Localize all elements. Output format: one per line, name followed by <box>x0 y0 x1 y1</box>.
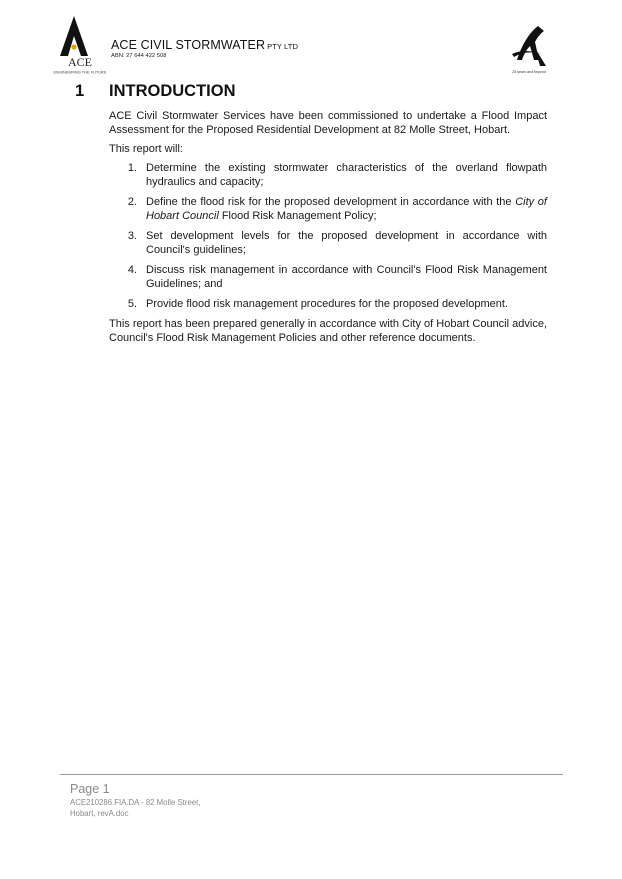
closing-paragraph: This report has been prepared generally in accordance with City of Hobart Council advice, Council's Flood Risk Management Policies and other reference documents. <box>109 318 547 344</box>
footer-divider <box>60 774 563 775</box>
list-item-number: 5. <box>127 298 137 310</box>
list-item-number: 2. <box>127 196 137 208</box>
section-heading <box>75 82 236 101</box>
body-content <box>109 109 547 350</box>
section-title: INTRODUCTION <box>109 82 236 100</box>
list-item-text: Provide flood risk management procedures for the proposed development. <box>146 298 508 310</box>
objectives-list <box>109 161 547 311</box>
right-logo-caption: 25 years and beyond <box>512 70 546 74</box>
company-name: ACE CIVIL STORMWATER PTY LTD <box>111 38 298 52</box>
right-logo <box>508 24 550 76</box>
list-item-text: Discuss risk management in accordance with Council's Flood Risk Management Guidelines; and <box>146 264 547 290</box>
company-block <box>111 38 298 59</box>
ace-logo-mark-icon <box>48 14 112 76</box>
list-item <box>109 229 547 257</box>
company-abn: ABN: 27 644 422 508 <box>111 53 167 59</box>
document-reference-line-1: ACE210286.FIA.DA - 82 Molle Street, <box>70 798 201 807</box>
list-item <box>109 263 547 291</box>
swoosh-logo-icon <box>508 24 550 70</box>
document-reference <box>70 798 200 819</box>
page-footer <box>70 782 200 819</box>
list-item-text: Determine the existing stormwater characteristics of the overland flowpath hydraulics and capacity; <box>146 162 547 188</box>
list-item-text: Set development levels for the proposed development in accordance with Council's guidelines; <box>146 230 547 256</box>
list-item <box>109 297 547 311</box>
page-number: Page 1 <box>70 782 110 796</box>
company-suffix: PTY LTD <box>267 42 298 51</box>
list-item-number: 1. <box>127 162 137 174</box>
list-item <box>109 195 547 223</box>
list-lead: This report will: <box>109 143 183 155</box>
list-item-number: 3. <box>127 230 137 242</box>
intro-paragraph: ACE Civil Stormwater Services have been commissioned to undertake a Flood Impact Assessment for the Proposed Residential Development at 82 Molle Street, Hobart. <box>109 110 547 136</box>
ace-logo-text: ACE <box>68 55 92 69</box>
ace-logo-tagline: ENGINEERING THE FUTURE <box>53 69 107 75</box>
list-item-text: Define the flood risk for the proposed development in accordance with the City of Hobart Council Flood Risk Management Policy; <box>146 196 547 222</box>
document-reference-line-2: Hobart, revA.doc <box>70 808 129 818</box>
section-number: 1 <box>75 82 85 100</box>
council-name-italic: City of Hobart Council <box>146 196 547 222</box>
list-item <box>109 161 547 189</box>
list-item-number: 4. <box>127 264 137 276</box>
ace-logo <box>48 14 112 76</box>
